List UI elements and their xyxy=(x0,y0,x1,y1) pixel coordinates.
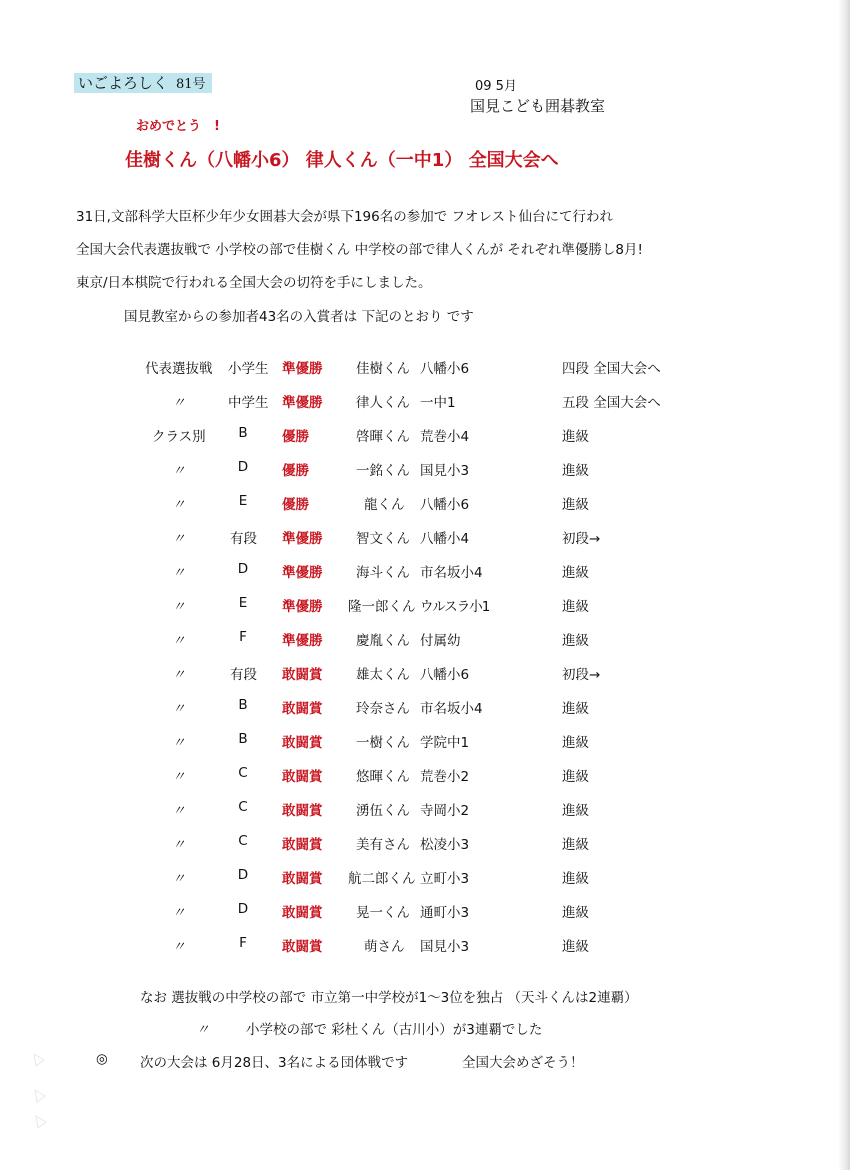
result-school: 寺岡小2 xyxy=(420,803,470,819)
result-event: 〃 xyxy=(172,871,186,887)
result-name: 湧伍くん xyxy=(356,803,410,819)
result-award: 準優勝 xyxy=(282,531,323,547)
result-row xyxy=(0,629,850,653)
result-name: 啓暉くん xyxy=(356,429,410,445)
result-name: 慶胤くん xyxy=(356,633,410,649)
result-event: 〃 xyxy=(172,565,186,581)
result-outcome: 進級 xyxy=(562,939,589,955)
result-name: 一樹くん xyxy=(356,735,410,751)
intro-line-3: 東京/日本棋院で行われる全国大会の切符を手にしました。 xyxy=(76,275,432,291)
intro-line-4: 国見教室からの参加者43名の入賞者は 下記のとおり です xyxy=(124,309,474,325)
result-event: 〃 xyxy=(172,463,186,479)
result-name: 萌さん xyxy=(364,939,405,955)
result-school: 国見小3 xyxy=(420,939,470,955)
result-event: 〃 xyxy=(172,667,186,683)
result-name: 佳樹くん xyxy=(356,361,410,377)
result-school: ウルスラ小1 xyxy=(420,599,490,615)
result-school: 八幡小6 xyxy=(420,497,470,513)
result-award: 優勝 xyxy=(282,429,309,445)
result-school: 国見小3 xyxy=(420,463,470,479)
result-row xyxy=(0,391,850,415)
result-row xyxy=(0,425,850,449)
result-row xyxy=(0,867,850,891)
note-bullet-icon: ◎ xyxy=(96,1051,108,1067)
result-event: 〃 xyxy=(172,633,186,649)
result-outcome: 四段 全国大会へ xyxy=(562,361,661,377)
result-name: 一銘くん xyxy=(356,463,410,479)
result-class: B xyxy=(238,425,248,441)
result-class: D xyxy=(237,561,249,577)
result-school: 一中1 xyxy=(420,395,456,411)
result-school: 学院中1 xyxy=(420,735,470,751)
result-row xyxy=(0,595,850,619)
result-row xyxy=(0,561,850,585)
result-award: 準優勝 xyxy=(282,565,323,581)
result-row xyxy=(0,459,850,483)
organization-name: 国見こども囲碁教室 xyxy=(470,97,606,115)
result-class: D xyxy=(237,901,249,917)
result-event: 〃 xyxy=(172,395,186,411)
result-class: E xyxy=(238,493,248,509)
result-school: 付属幼 xyxy=(420,633,461,649)
result-row xyxy=(0,799,850,823)
result-outcome: 進級 xyxy=(562,769,589,785)
result-school: 荒巻小4 xyxy=(420,429,470,445)
result-row xyxy=(0,935,850,959)
result-event: 〃 xyxy=(172,939,186,955)
result-class: F xyxy=(239,935,247,951)
result-row xyxy=(0,731,850,755)
result-row xyxy=(0,901,850,925)
result-class: C xyxy=(238,833,248,849)
result-award: 優勝 xyxy=(282,497,309,513)
result-school: 立町小3 xyxy=(420,871,470,887)
issue-date: 09 5月 xyxy=(475,79,517,94)
result-name: 海斗くん xyxy=(356,565,410,581)
result-event: 〃 xyxy=(172,803,186,819)
result-outcome: 進級 xyxy=(562,429,589,445)
result-school: 市名坂小4 xyxy=(420,565,483,581)
result-award: 準優勝 xyxy=(282,633,323,649)
result-outcome: 進級 xyxy=(562,633,589,649)
result-name: 雄太くん xyxy=(356,667,410,683)
result-award: 敢闘賞 xyxy=(282,905,323,921)
result-row xyxy=(0,833,850,857)
result-name: 玲奈さん xyxy=(356,701,410,717)
result-event: 〃 xyxy=(172,769,186,785)
result-row xyxy=(0,493,850,517)
result-name: 晃一くん xyxy=(356,905,410,921)
result-outcome: 進級 xyxy=(562,803,589,819)
newsletter-title-badge xyxy=(74,73,212,93)
result-award: 敢闘賞 xyxy=(282,803,323,819)
result-name: 美有さん xyxy=(356,837,410,853)
result-outcome: 進級 xyxy=(562,735,589,751)
result-outcome: 進級 xyxy=(562,837,589,853)
result-event: 〃 xyxy=(172,701,186,717)
result-outcome: 進級 xyxy=(562,463,589,479)
result-award: 敢闘賞 xyxy=(282,701,323,717)
result-award: 優勝 xyxy=(282,463,309,479)
note-line-2: 小学校の部で 彩杜くん（古川小）が3連覇でした xyxy=(246,1022,543,1038)
result-school: 通町小3 xyxy=(420,905,470,921)
result-name: 智文くん xyxy=(356,531,410,547)
intro-line-1: 31日,文部科学大臣杯少年少女囲碁大会が県下196名の参加で フオレスト仙台にて行われ xyxy=(76,209,613,225)
result-award: 敢闘賞 xyxy=(282,871,323,887)
result-outcome: 進級 xyxy=(562,871,589,887)
result-award: 敢闘賞 xyxy=(282,939,323,955)
result-outcome: 初段→ xyxy=(562,531,601,547)
result-event: 〃 xyxy=(172,531,186,547)
result-award: 準優勝 xyxy=(282,395,323,411)
result-class: 小学生 xyxy=(228,361,269,377)
note-ditto: 〃 xyxy=(196,1022,210,1038)
note-slogan: 全国大会めざそう！ xyxy=(462,1055,584,1071)
note-line-1: なお 選抜戦の中学校の部で 市立第一中学校が1～3位を独占 （天斗くんは2連覇） xyxy=(140,990,638,1006)
result-class: E xyxy=(238,595,248,611)
intro-line-2: 全国大会代表選抜戦で 小学校の部で佳樹くん 中学校の部で律人くんが それぞれ準優勝し8月! xyxy=(76,242,643,258)
result-school: 八幡小6 xyxy=(420,361,470,377)
result-event: 〃 xyxy=(172,837,186,853)
result-class: B xyxy=(238,697,248,713)
result-event: 〃 xyxy=(172,497,186,513)
result-event: 代表選抜戦 xyxy=(145,361,213,377)
result-row xyxy=(0,357,850,381)
result-class: C xyxy=(238,765,248,781)
result-event: 〃 xyxy=(172,735,186,751)
result-name: 隆一郎くん xyxy=(348,599,416,615)
result-school: 八幡小6 xyxy=(420,667,470,683)
result-school: 八幡小4 xyxy=(420,531,470,547)
result-outcome: 初段→ xyxy=(562,667,601,683)
result-outcome: 五段 全国大会へ xyxy=(562,395,661,411)
result-school: 市名坂小4 xyxy=(420,701,483,717)
result-award: 敢闘賞 xyxy=(282,837,323,853)
result-school: 松凌小3 xyxy=(420,837,470,853)
result-award: 準優勝 xyxy=(282,361,323,377)
result-row xyxy=(0,663,850,687)
result-name: 龍くん xyxy=(364,497,405,513)
result-event: クラス別 xyxy=(152,429,206,445)
result-row xyxy=(0,697,850,721)
note-line-3: 次の大会は 6月28日、3名による団体戦です xyxy=(140,1055,409,1071)
result-award: 敢闘賞 xyxy=(282,667,323,683)
issue-number: 81号 xyxy=(176,77,206,92)
result-outcome: 進級 xyxy=(562,497,589,513)
result-class: 中学生 xyxy=(228,395,269,411)
result-row xyxy=(0,527,850,551)
result-event: 〃 xyxy=(172,905,186,921)
result-outcome: 進級 xyxy=(562,701,589,717)
result-class: 有段 xyxy=(230,667,257,683)
scan-artifact-icon xyxy=(30,1050,52,1130)
result-class: D xyxy=(237,459,249,475)
headline: 佳樹くん（八幡小6） 律人くん（一中1） 全国大会へ xyxy=(125,150,559,171)
result-name: 律人くん xyxy=(356,395,410,411)
result-school: 荒巻小2 xyxy=(420,769,470,785)
result-award: 準優勝 xyxy=(282,599,323,615)
result-class: C xyxy=(238,799,248,815)
result-event: 〃 xyxy=(172,599,186,615)
result-award: 敢闘賞 xyxy=(282,769,323,785)
result-name: 航二郎くん xyxy=(348,871,416,887)
result-award: 敢闘賞 xyxy=(282,735,323,751)
result-class: F xyxy=(239,629,247,645)
result-class: B xyxy=(238,731,248,747)
result-name: 悠暉くん xyxy=(356,769,410,785)
result-outcome: 進級 xyxy=(562,599,589,615)
result-outcome: 進級 xyxy=(562,565,589,581)
result-outcome: 進級 xyxy=(562,905,589,921)
result-class: 有段 xyxy=(230,531,257,547)
page-edge-shadow xyxy=(838,0,850,1170)
congrats-label: おめでとう ! xyxy=(136,119,220,134)
result-row xyxy=(0,765,850,789)
newsletter-title: いごよろしく xyxy=(78,74,169,92)
result-class: D xyxy=(237,867,249,883)
